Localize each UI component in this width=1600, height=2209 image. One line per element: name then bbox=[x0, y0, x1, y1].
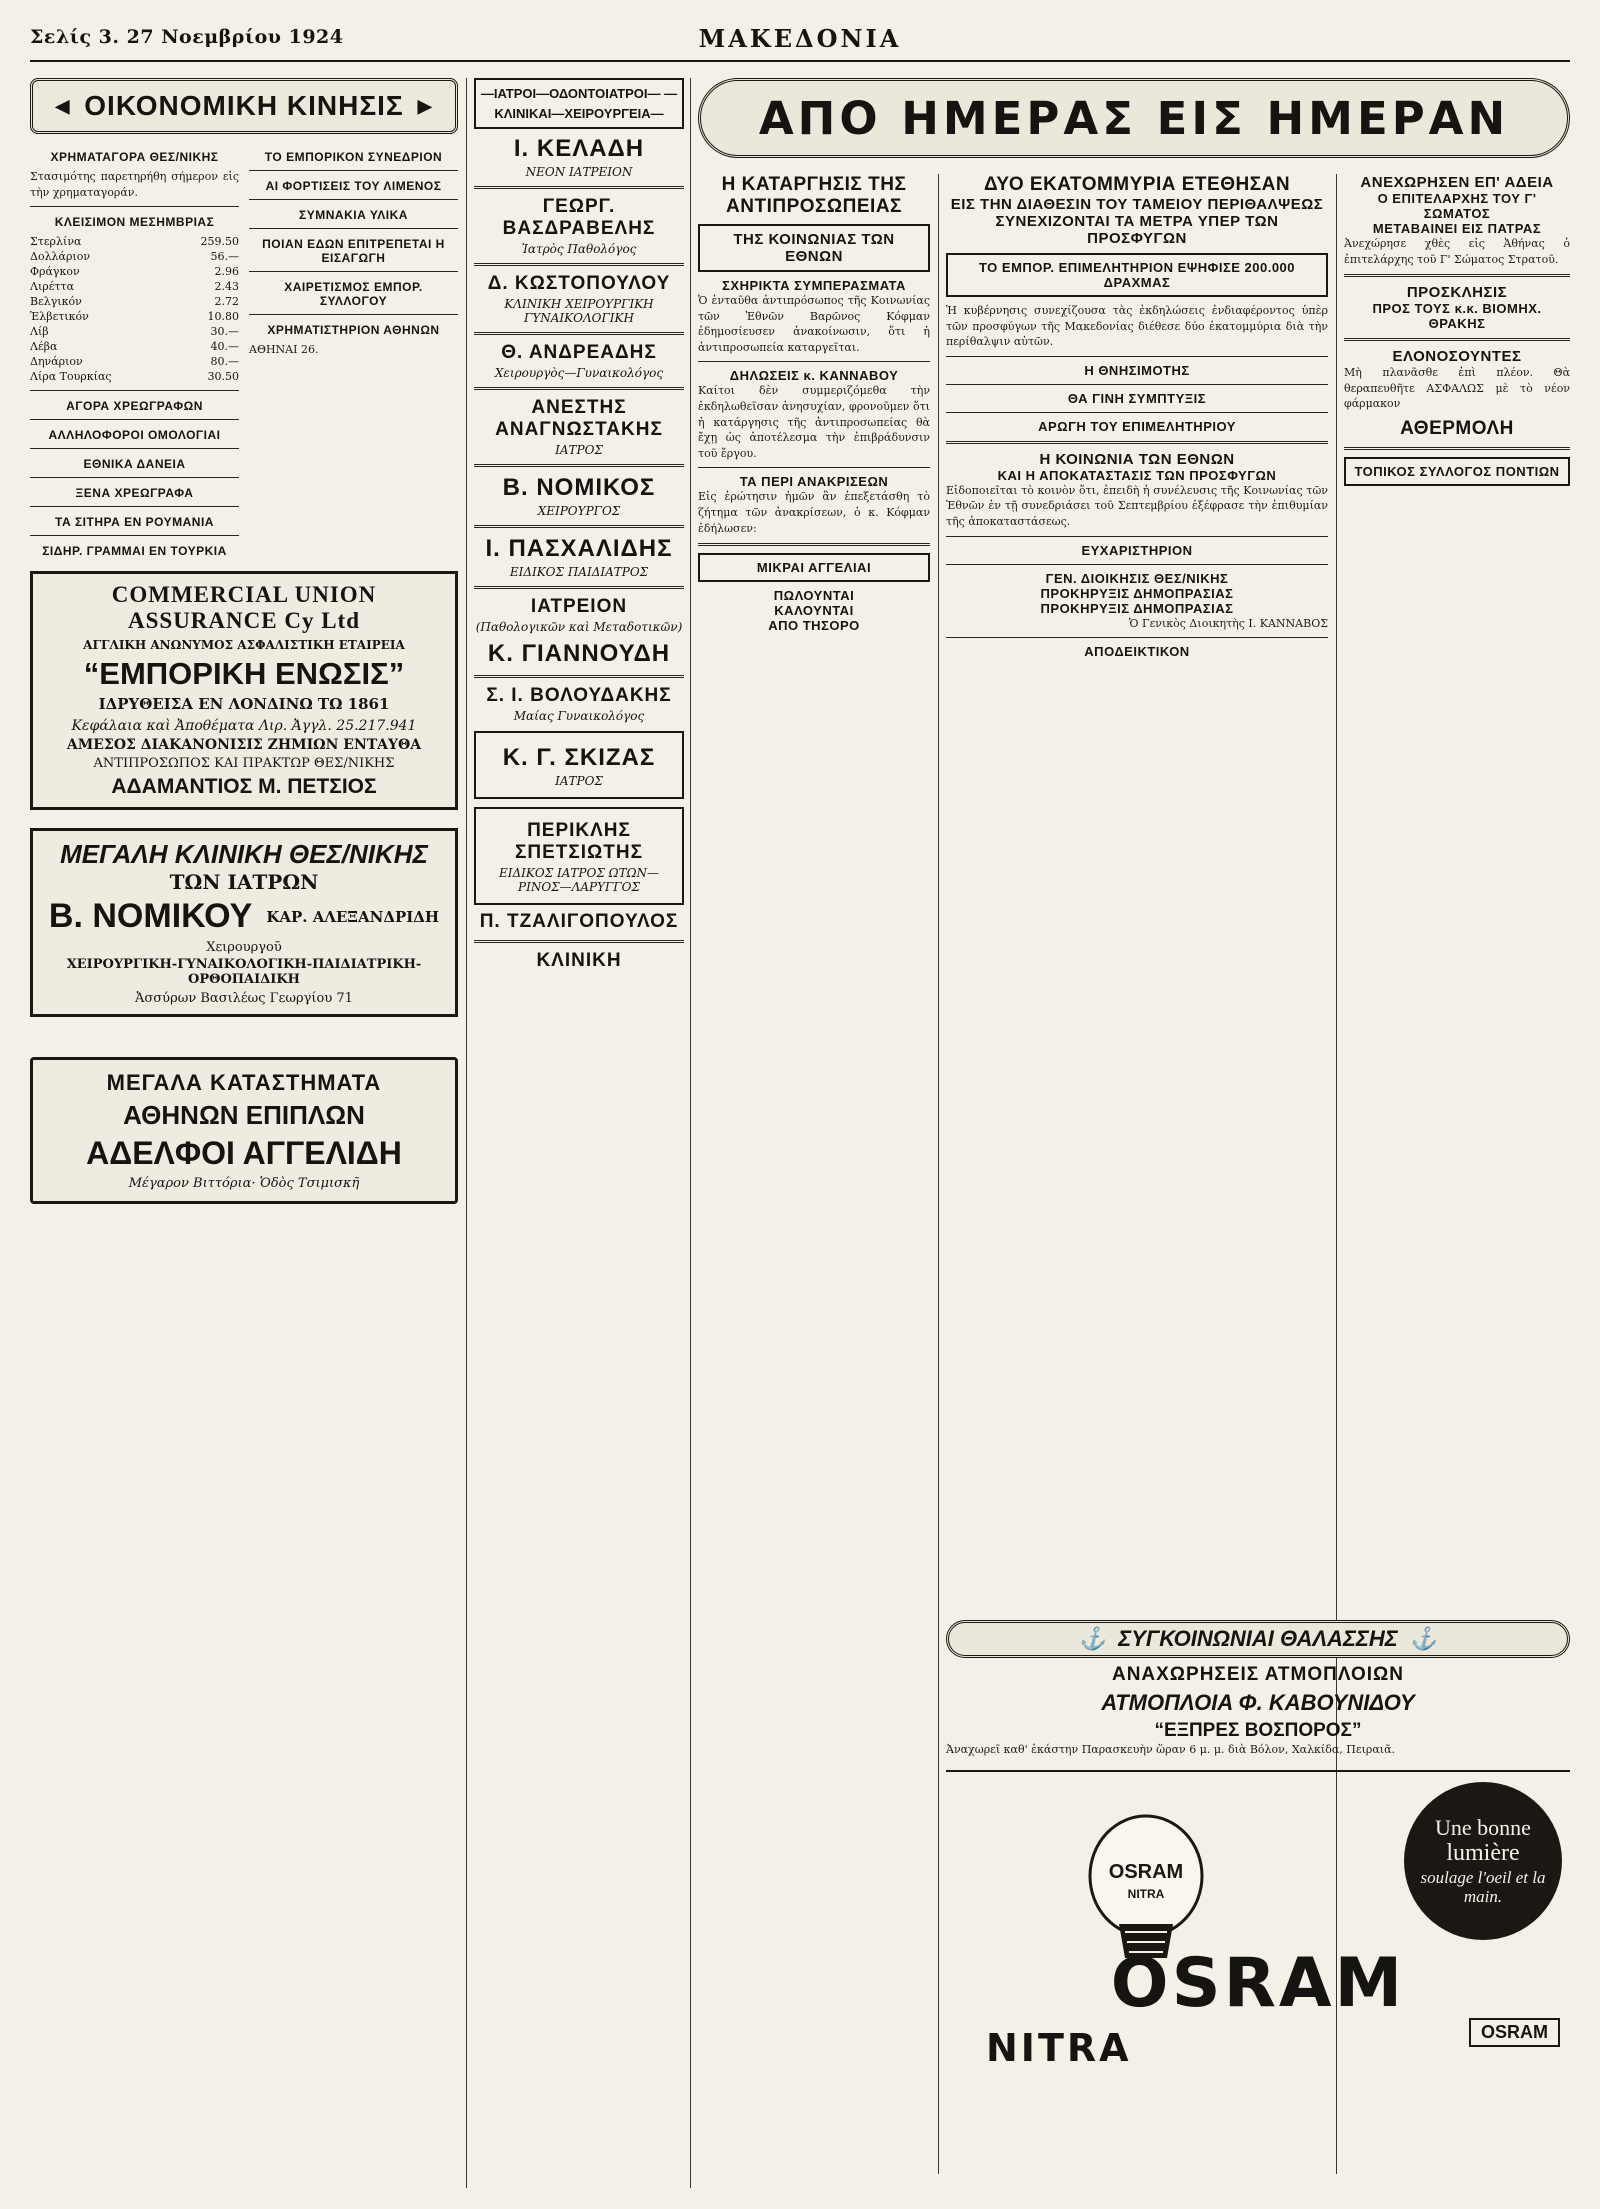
headline: ΑΠΟΔΕΙΚΤΙΚΟΝ bbox=[1084, 644, 1190, 660]
divider bbox=[474, 387, 684, 390]
currency-rate: 259.50 bbox=[200, 235, 239, 249]
sea-transport-banner bbox=[946, 1620, 1570, 1658]
divider bbox=[698, 361, 930, 362]
doctor-role: ΕΙΔΙΚΟΣ ΠΑΙΔΙΑΤΡΟΣ bbox=[509, 565, 649, 579]
headline: ΚΑΙ Η ΑΠΟΚΑΤΑΣΤΑΣΙΣ ΤΩΝ ΠΡΟΣΦΥΓΩΝ bbox=[997, 467, 1277, 483]
slogan-line: Une bonne bbox=[1435, 1814, 1531, 1840]
ad-agent-name: ΑΔΑΜΑΝΤΙΟΣ Μ. ΠΕΤΣΙΟΣ bbox=[111, 775, 377, 799]
divider bbox=[946, 564, 1328, 565]
left-arrow-icon: ◀ bbox=[55, 95, 71, 116]
article-text: Ἡ κυβέρνησις συνεχίζουσα τὰς ἐκδηλώσεις ἐνδιαφέροντος ὑπὲρ τῶν προσφύγων τῆς Μακεδονίας διέθεσε δύο ἑκατομμύρια διὰ τὴν περίθαλψιν αὐτῶν. bbox=[946, 304, 1328, 349]
section-heading: ΑΙ ΦΟΡΤΙΣΕΙΣ ΤΟΥ ΛΙΜΕΝΟΣ bbox=[265, 179, 442, 193]
stores-address: Μέγαρον Βιττόρια· Ὁδὸς Τσιμισκῆ bbox=[128, 1176, 360, 1192]
economic-news-column bbox=[30, 78, 458, 2190]
sea-transport-title: ΣΥΓΚΟΙΝΩΝΙΑΙ ΘΑΛΑΣΣΗΣ bbox=[1118, 1626, 1398, 1651]
ship-departures-heading: ΑΝΑΧΩΡΗΣΕΙΣ ΑΤΜΟΠΛΟΙΩΝ bbox=[1111, 1664, 1405, 1685]
currency-name: Λιρέττα bbox=[30, 280, 75, 294]
headline: ΣΧΗΡΙΚΤΑ ΣΥΜΠΕΡΑΣΜΑΤΑ bbox=[722, 278, 906, 293]
clinic-specialties: ΧΕΙΡΟΥΡΓΙΚΗ-ΓΥΝΑΙΚΟΛΟΓΙΚΗ-ΠΑΙΔΙΑΤΡΙΚΗ-ΟΡΘΟΠΑΙΔΙΚΗ bbox=[66, 957, 422, 988]
currency-name: Φράγκον bbox=[30, 265, 80, 279]
divider bbox=[474, 332, 684, 335]
currency-name: Στερλίνα bbox=[30, 235, 82, 249]
headline: ΠΡΟΣ ΤΟΥΣ κ.κ. ΒΙΟΜΗΧ. ΘΡΑΚΗΣ bbox=[1372, 301, 1542, 332]
divider bbox=[474, 464, 684, 467]
newspaper-title: ΜΑΚΕΔΟΝΙΑ bbox=[698, 24, 902, 53]
economic-left-subcolumn bbox=[30, 142, 239, 563]
column-rule bbox=[466, 78, 467, 2188]
doctor-name: Δ. ΚΩΣΤΟΠΟΥΛΟΥ bbox=[487, 273, 671, 294]
economic-banner-title: ΟΙΚΟΝΟΜΙΚΗ ΚΙΝΗΣΙΣ bbox=[84, 90, 404, 121]
economic-banner bbox=[30, 78, 458, 134]
ad-agent-label: ΑΝΤΙΠΡΟΣΩΠΟΣ ΚΑΙ ΠΡΑΚΤΩΡ ΘΕΣ/ΝΙΚΗΣ bbox=[93, 756, 395, 772]
classifieds-heading: ΜΙΚΡΑΙ ΑΓΓΕΛΙΑΙ bbox=[698, 553, 930, 582]
doctor-role: Χειρουργὸς—Γυναικολόγος bbox=[494, 366, 664, 380]
doctor-role: Ἰατρὸς Παθολόγος bbox=[521, 242, 637, 256]
article-text: ΑΘΗΝΑΙ 26. bbox=[249, 343, 319, 356]
classified-label: ΑΠΟ ΤΗΣΟΡΟ bbox=[768, 618, 860, 634]
currency-rate: 30.50 bbox=[207, 370, 239, 384]
league-of-nations-column bbox=[698, 174, 930, 633]
doctor-name: Θ. ΑΝΔΡΕΑΔΗΣ bbox=[501, 342, 657, 363]
headline: ΑΡΩΓΗ ΤΟΥ ΕΠΙΜΕΛΗΤΗΡΙΟΥ bbox=[1038, 418, 1236, 434]
rate-row bbox=[30, 279, 239, 294]
doctor-box bbox=[474, 731, 684, 799]
section-heading: ΣΥΜΝΑΚΙΑ ΥΛΙΚΑ bbox=[299, 208, 408, 222]
divider bbox=[946, 356, 1328, 357]
divider bbox=[474, 940, 684, 943]
divider bbox=[474, 186, 684, 189]
headline: ΤΗΣ ΚΟΙΝΩΝΙΑΣ ΤΩΝ ΕΘΝΩΝ bbox=[698, 224, 930, 272]
divider bbox=[474, 263, 684, 266]
medicine-name: ΑΘΕΡΜΟΛΗ bbox=[1400, 418, 1514, 440]
currency-name: Δηνάριον bbox=[30, 355, 83, 369]
divider bbox=[698, 543, 930, 546]
headline: ΣΥΝΕΧΙΖΟΝΤΑΙ ΤΑ ΜΕΤΡΑ ΥΠΕΡ ΤΩΝ ΠΡΟΣΦΥΓΩΝ bbox=[995, 213, 1279, 247]
clinic-type: (Παθολογικῶν καὶ Μεταδοτικῶν) bbox=[475, 620, 683, 634]
anchor-icon: ⚓ bbox=[1078, 1626, 1107, 1651]
rate-row bbox=[30, 369, 239, 384]
doctor-role: ΕΙΔΙΚΟΣ ΙΑΤΡΟΣ ΩΤΩΝ—ΡΙΝΟΣ—ΛΑΡΥΓΓΟΣ bbox=[498, 866, 660, 894]
divider bbox=[1344, 338, 1570, 341]
clinic-title: ΜΕΓΑΛΗ ΚΛΙΝΙΚΗ ΘΕΣ/ΝΙΚΗΣ bbox=[60, 839, 428, 870]
clinic-advertisement bbox=[30, 828, 458, 1017]
headline: ΤΟΠΙΚΟΣ ΣΥΛΛΟΓΟΣ ΠΟΝΤΙΩΝ bbox=[1344, 457, 1570, 486]
clinic-doctor-name: Β. ΝΟΜΙΚΟΥ bbox=[48, 897, 253, 936]
article-text: Εἰδοποιεῖται τὸ κοινὸν ὅτι, ἐπειδὴ ἡ συνέλευσις τῆς Κοινωνίας τῶν Ἐθνῶν ἐν τῇ συνεδριάσει τοῦ Σεπτεμβρίου ἐξέφρασε τὴν ἐπιθυμίαν τῆς ἀποκαταστάσεως. bbox=[946, 483, 1328, 529]
rate-row bbox=[30, 294, 239, 309]
divider bbox=[698, 467, 930, 468]
divider bbox=[1344, 274, 1570, 277]
section-heading: ΠΟΙΑΝ ΕΔΩΝ ΕΠΙΤΡΕΠΕΤΑΙ Η ΕΙΣΑΓΩΓΗ bbox=[262, 237, 445, 265]
article-text: Μὴ πλανᾶσθε ἐπὶ πλέον. Θὰ θεραπευθῆτε ΑΣΦΑΛΩΣ μὲ τὸ νέον φάρμακον bbox=[1344, 366, 1570, 411]
divider bbox=[946, 412, 1328, 413]
headline: ΕΙΣ ΤΗΝ ΔΙΑΘΕΣΙΝ ΤΟΥ ΤΑΜΕΙΟΥ ΠΕΡΙΘΑΛΨΕΩΣ bbox=[950, 196, 1324, 213]
doctor-role: ΙΑΤΡΟΣ bbox=[555, 443, 603, 457]
doctor-role: Μαίας Γυναικολόγος bbox=[513, 709, 645, 723]
headline: ΔΗΛΩΣΕΙΣ κ. ΚΑΝΝΑΒΟΥ bbox=[729, 368, 899, 384]
doctor-name: Κ. Γ. ΣΚΙΖΑΣ bbox=[502, 744, 656, 771]
rate-row bbox=[30, 234, 239, 249]
divider bbox=[946, 536, 1328, 537]
divider bbox=[30, 506, 239, 507]
slogan-circle bbox=[1404, 1782, 1562, 1940]
stores-owner: ΑΔΕΛΦΟΙ ΑΓΓΕΛΙΔΗ bbox=[86, 1135, 402, 1172]
currency-name: Λέβα bbox=[30, 340, 58, 354]
rate-row bbox=[30, 249, 239, 264]
headline: ΤΑ ΠΕΡΙ ΑΝΑΚΡΙΣΕΩΝ bbox=[739, 474, 889, 490]
article-text: Εἰς ἐρώτησιν ἡμῶν ἂν ἐπεξετάσθη τὸ ζήτημα τῶν ἀνακρίσεων, ὁ κ. Κόφμαν ἐδήλωσεν: bbox=[698, 490, 930, 535]
notices-column bbox=[1344, 174, 1570, 492]
ad-company-name: COMMERCIAL UNION ASSURANCE Cy Ltd bbox=[111, 582, 377, 634]
ad-founded-line: ΙΔΡΥΘΕΙΣΑ ΕΝ ΛΟΝΔΙΝΩ ΤΩ 1861 bbox=[98, 695, 390, 714]
currency-rate: 56.— bbox=[210, 250, 239, 264]
news-area bbox=[698, 78, 1570, 2190]
anchor-icon: ⚓ bbox=[1409, 1626, 1438, 1651]
osram-advertisement bbox=[946, 1770, 1570, 2070]
divider bbox=[474, 675, 684, 678]
doctor-name: Κ. ΓΙΑΝΝΟΥΔΗ bbox=[487, 640, 671, 667]
headline: ΑΝΕΧΩΡΗΣΕΝ ΕΠ' ΑΔΕΙΑ bbox=[1360, 174, 1554, 191]
divider bbox=[946, 384, 1328, 385]
rate-row bbox=[30, 324, 239, 339]
doctor-role: ΧΕΙΡΟΥΡΓΟΣ bbox=[537, 504, 621, 518]
section-heading: ΑΓΟΡΑ ΧΡΕΩΓΡΑΦΩΝ bbox=[66, 399, 203, 414]
headline: ΤΟ ΕΜΠΟΡ. ΕΠΙΜΕΛΗΤΗΡΙΟΝ ΕΨΗΦΙΣΕ 200.000 ΔΡΑΧΜΑΣ bbox=[946, 253, 1328, 297]
divider bbox=[30, 535, 239, 536]
page-date: Σελίς 3. 27 Νοεμβρίου 1924 bbox=[30, 26, 344, 48]
refugees-column bbox=[946, 174, 1328, 659]
ad-company-subtitle: ΑΓΓΛΙΚΗ ΑΝΩΝΥΜΟΣ ΑΣΦΑΛΙΣΤΙΚΗ ΕΤΑΙΡΕΙΑ bbox=[83, 638, 405, 653]
section-heading: ΚΛΕΙΣΙΜΟΝ ΜΕΣΗΜΒΡΙΑΣ bbox=[54, 215, 215, 230]
clinic-second-doctor: ΚΑΡ. ΑΛΕΞΑΝΔΡΙΔΗ bbox=[266, 907, 440, 926]
headline: ΕΥΧΑΡΙΣΤΗΡΙΟΝ bbox=[1081, 542, 1193, 558]
lamp-brand-label: OSRAM bbox=[1108, 1860, 1184, 1883]
divider bbox=[30, 477, 239, 478]
doctor-name: Ι. ΠΑΣΧΑΛΙΔΗΣ bbox=[485, 535, 673, 562]
doctor-role: ΚΛΙΝΙΚΗ ΧΕΙΡΟΥΡΓΙΚΗ ΓΥΝΑΙΚΟΛΟΓΙΚΗ bbox=[504, 297, 654, 325]
section-heading: ΧΡΗΜΑΤΑΓΟΡΑ ΘΕΣ/ΝΙΚΗΣ bbox=[50, 150, 219, 164]
doctor-role: ΝΕΟΝ ΙΑΤΡΕΙΟΝ bbox=[525, 165, 633, 179]
currency-name: Βελγικόν bbox=[30, 295, 82, 309]
right-arrow-icon: ▶ bbox=[417, 95, 433, 116]
clinic-name: ΚΛΙΝΙΚΗ bbox=[536, 950, 622, 971]
article-text: Στασιμότης παρετηρήθη σήμερον εἰς τὴν χρηματαγοράν. bbox=[30, 170, 239, 199]
doctor-name: Π. ΤΖΑΛΙΓΟΠΟΥΛΟΣ bbox=[479, 911, 679, 932]
divider bbox=[946, 637, 1328, 638]
shipping-line-name: ΑΤΜΟΠΛΟΙΑ Φ. ΚΑΒΟΥΝΙΔΟΥ bbox=[1101, 1690, 1415, 1715]
lamp-model-label: NITRA bbox=[1127, 1886, 1165, 1901]
classified-label: ΚΑΛΟΥΝΤΑΙ bbox=[774, 603, 854, 619]
headline: Η ΚΟΙΝΩΝΙΑ ΤΩΝ ΕΘΝΩΝ bbox=[1039, 450, 1235, 468]
section-heading: ΣΙΔΗΡ. ΓΡΑΜΜΑΙ ΕΝ ΤΟΥΡΚΙΑ bbox=[42, 544, 227, 559]
section-heading: ΤΑ ΣΙΤΗΡΑ ΕΝ ΡΟΥΜΑΝΙΑ bbox=[55, 515, 214, 530]
currency-name: Δολλάριον bbox=[30, 250, 91, 264]
stores-title: ΜΕΓΑΛΑ ΚΑΤΑΣΤΗΜΑΤΑ bbox=[106, 1070, 382, 1096]
rate-row bbox=[30, 354, 239, 369]
ad-capital-line: Κεφάλαια καὶ Ἀποθέματα Λιρ. Ἀγγλ. 25.217.941 bbox=[71, 718, 417, 735]
rate-row bbox=[30, 339, 239, 354]
divider bbox=[30, 448, 239, 449]
headline: ΓΕΝ. ΔΙΟΙΚΗΣΙΣ ΘΕΣ/ΝΙΚΗΣ bbox=[1045, 570, 1229, 586]
article-text: Ὁ ἐνταῦθα ἀντιπρόσωπος τῆς Κοινωνίας τῶν Ἐθνῶν Βαρῶνος Κόφμαν ἐδημοσίευσεν ἀνακοίνωσιν, ὅτι ἡ ἀντιπροσωπεία καταργεῖται. bbox=[698, 294, 930, 354]
currency-rate: 2.72 bbox=[214, 295, 239, 309]
divider bbox=[249, 170, 458, 171]
section-heading: ΤΟ ΕΜΠΟΡΙΚΟΝ ΣΥΝΕΔΡΙΟΝ bbox=[264, 150, 443, 164]
section-heading: ΑΛΛΗΛΟΦΟΡΟΙ ΟΜΟΛΟΓΙΑΙ bbox=[48, 428, 221, 443]
doctor-name: ΑΝΕΣΤΗΣ ΑΝΑΓΝΩΣΤΑΚΗΣ bbox=[495, 397, 663, 440]
headline: ΔΥΟ ΕΚΑΤΟΜΜΥΡΙΑ ΕΤΕΘΗΣΑΝ bbox=[983, 174, 1291, 195]
commercial-union-advertisement bbox=[30, 571, 458, 810]
economic-right-subcolumn bbox=[249, 142, 458, 563]
osram-wordmark: OSRAM bbox=[1110, 1943, 1406, 2023]
currency-rate: 40.— bbox=[210, 340, 239, 354]
clinic-address: Ἀσσύρων Βασιλέως Γεωργίου 71 bbox=[135, 991, 353, 1007]
sea-transport-section bbox=[946, 1620, 1570, 2070]
divider bbox=[249, 314, 458, 315]
masthead bbox=[30, 18, 1570, 62]
headline: Ο ΕΠΙΤΕΛΑΡΧΗΣ ΤΟΥ Γ' ΣΩΜΑΤΟΣ bbox=[1377, 191, 1537, 221]
headline: ΠΡΟΚΗΡΥΞΙΣ ΔΗΜΟΠΡΑΣΙΑΣ bbox=[1040, 585, 1234, 601]
doctors-column bbox=[474, 78, 684, 2190]
headline: Η ΚΑΤΑΡΓΗΣΙΣ ΤΗΣ ΑΝΤΙΠΡΟΣΩΠΕΙΑΣ bbox=[721, 174, 907, 217]
doctor-name: ΓΕΩΡΓ. ΒΑΣΔΡΑΒΕΛΗΣ bbox=[502, 196, 656, 239]
section-heading: ΧΡΗΜΑΤΙΣΤΗΡΙΟΝ ΑΘΗΝΩΝ bbox=[267, 323, 440, 337]
section-heading: ΞΕΝΑ ΧΡΕΩΓΡΑΦΑ bbox=[75, 486, 194, 501]
classified-label: ΠΩΛΟΥΝΤΑΙ bbox=[773, 588, 855, 604]
rate-row bbox=[30, 264, 239, 279]
nitra-wordmark: NITRA bbox=[986, 2025, 1132, 2070]
currency-rate: 10.80 bbox=[207, 310, 239, 324]
ship-name: “ΕΞΠΡΕΣ ΒΟΣΠΟΡΟΣ” bbox=[1154, 1720, 1362, 1741]
doctor-box bbox=[474, 807, 684, 905]
divider bbox=[30, 390, 239, 391]
divider bbox=[249, 228, 458, 229]
clinic-role: Χειρουργοῦ bbox=[206, 940, 282, 956]
ad-brand-name: “ΕΜΠΟΡΙΚΗ ΕΝΩΣΙΣ” bbox=[83, 656, 405, 692]
signature: Ὁ Γενικὸς Διοικητὴς Ι. ΚΑΝΝΑΒΟΣ bbox=[1129, 616, 1328, 630]
osram-tag: OSRAM bbox=[1469, 2018, 1560, 2047]
economic-news-columns bbox=[30, 142, 458, 563]
divider bbox=[30, 419, 239, 420]
divider bbox=[249, 271, 458, 272]
doctor-name: Ι. ΚΕΛΑΔΗ bbox=[513, 135, 645, 162]
section-heading: ΧΑΙΡΕΤΙΣΜΟΣ ΕΜΠΟΡ. ΣΥΛΛΟΓΟΥ bbox=[284, 280, 423, 308]
column-rule bbox=[938, 174, 939, 2174]
currency-name: Λίρα Τουρκίας bbox=[30, 370, 112, 384]
headline: Η ΘΝΗΣΙΜΟΤΗΣ bbox=[1084, 362, 1190, 378]
slogan-line: lumière bbox=[1446, 1839, 1520, 1866]
doctor-name: Σ. Ι. ΒΟΛΟΥΔΑΚΗΣ bbox=[486, 685, 672, 706]
article-text: Καίτοι δὲν συμμεριζόμεθα τὴν ἐκδηλωθεῖσαν ἀνησυχίαν, φρονοῦμεν ὅτι ἡ κατάργησις τῆς ἀντιπροσωπείας θὰ ἔχῃ ὡς ἀποτέλεσμα τὴν ἐπιβράδυνσιν τοῦ ἔργου. bbox=[698, 384, 930, 460]
headline: ΜΕΤΑΒΑΙΝΕΙ ΕΙΣ ΠΑΤΡΑΣ bbox=[1372, 221, 1542, 236]
article-text: Ἀνεχώρησε χθὲς εἰς Ἀθήνας ὁ ἐπιτελάρχης τοῦ Γ' Σώματος Στρατοῦ. bbox=[1344, 237, 1570, 266]
ship-schedule-text: Ἀναχωρεῖ καθ' ἑκάστην Παρασκευὴν ὥραν 6 μ. μ. διὰ Βόλον, Χαλκίδα, Πειραιᾶ. bbox=[946, 1743, 1396, 1756]
divider bbox=[1344, 447, 1570, 450]
divider bbox=[30, 206, 239, 207]
ad-settlement-line: ΑΜΕΣΟΣ ΔΙΑΚΑΝΟΝΙΣΙΣ ΖΗΜΙΩΝ ΕΝΤΑΥΘΑ bbox=[66, 737, 422, 754]
divider bbox=[946, 441, 1328, 444]
doctor-role: ΙΑΤΡΟΣ bbox=[555, 774, 603, 788]
exchange-rate-table bbox=[30, 234, 239, 384]
rate-row bbox=[30, 309, 239, 324]
headline: ΠΡΟΣΚΛΗΣΙΣ bbox=[1406, 284, 1508, 302]
divider bbox=[474, 525, 684, 528]
currency-rate: 2.96 bbox=[214, 265, 239, 279]
column-rule bbox=[690, 78, 691, 2188]
newspaper-page bbox=[30, 18, 1570, 2193]
divider bbox=[474, 586, 684, 589]
slogan-line: soulage l'oeil et la main. bbox=[1420, 1867, 1546, 1907]
currency-name: Ἑλβετικόν bbox=[30, 310, 89, 324]
doctor-name: Β. ΝΟΜΙΚΟΣ bbox=[502, 474, 656, 501]
clinic-subtitle: ΤΩΝ ΙΑΤΡΩΝ bbox=[169, 870, 319, 895]
doctor-name: ΠΕΡΙΚΛΗΣ ΣΠΕΤΣΙΩΤΗΣ bbox=[514, 820, 644, 863]
headline: ΠΡΟΚΗΡΥΞΙΣ ΔΗΜΟΠΡΑΣΙΑΣ bbox=[1040, 600, 1234, 616]
day-to-day-banner: ΑΠΟ ΗΜΕΡΑΣ ΕΙΣ ΗΜΕΡΑΝ bbox=[698, 78, 1570, 158]
currency-rate: 30.— bbox=[210, 325, 239, 339]
currency-rate: 2.43 bbox=[214, 280, 239, 294]
stores-advertisement bbox=[30, 1057, 458, 1204]
headline: ΘΑ ΓΙΝΗ ΣΥΜΠΤΥΞΙΣ bbox=[1067, 390, 1207, 406]
currency-name: Λίβ bbox=[30, 325, 49, 339]
divider bbox=[249, 199, 458, 200]
stores-subtitle: ΑΘΗΝΩΝ ΕΠΙΠΛΩΝ bbox=[123, 1100, 365, 1131]
headline: ΕΛΟΝΟΣΟΥΝΤΕΣ bbox=[1392, 348, 1522, 366]
currency-rate: 80.— bbox=[210, 355, 239, 369]
doctors-banner: —ΙΑΤΡΟΙ—ΟΔΟΝΤΟΙΑΤΡΟΙ— —ΚΛΙΝΙΚΑΙ—ΧΕΙΡΟΥΡΓΕΙΑ— bbox=[474, 78, 684, 129]
clinic-name: ΙΑΤΡΕΙΟΝ bbox=[530, 596, 628, 617]
section-heading: ΕΘΝΙΚΑ ΔΑΝΕΙΑ bbox=[83, 457, 186, 472]
clinic-doctors-row bbox=[43, 897, 445, 936]
